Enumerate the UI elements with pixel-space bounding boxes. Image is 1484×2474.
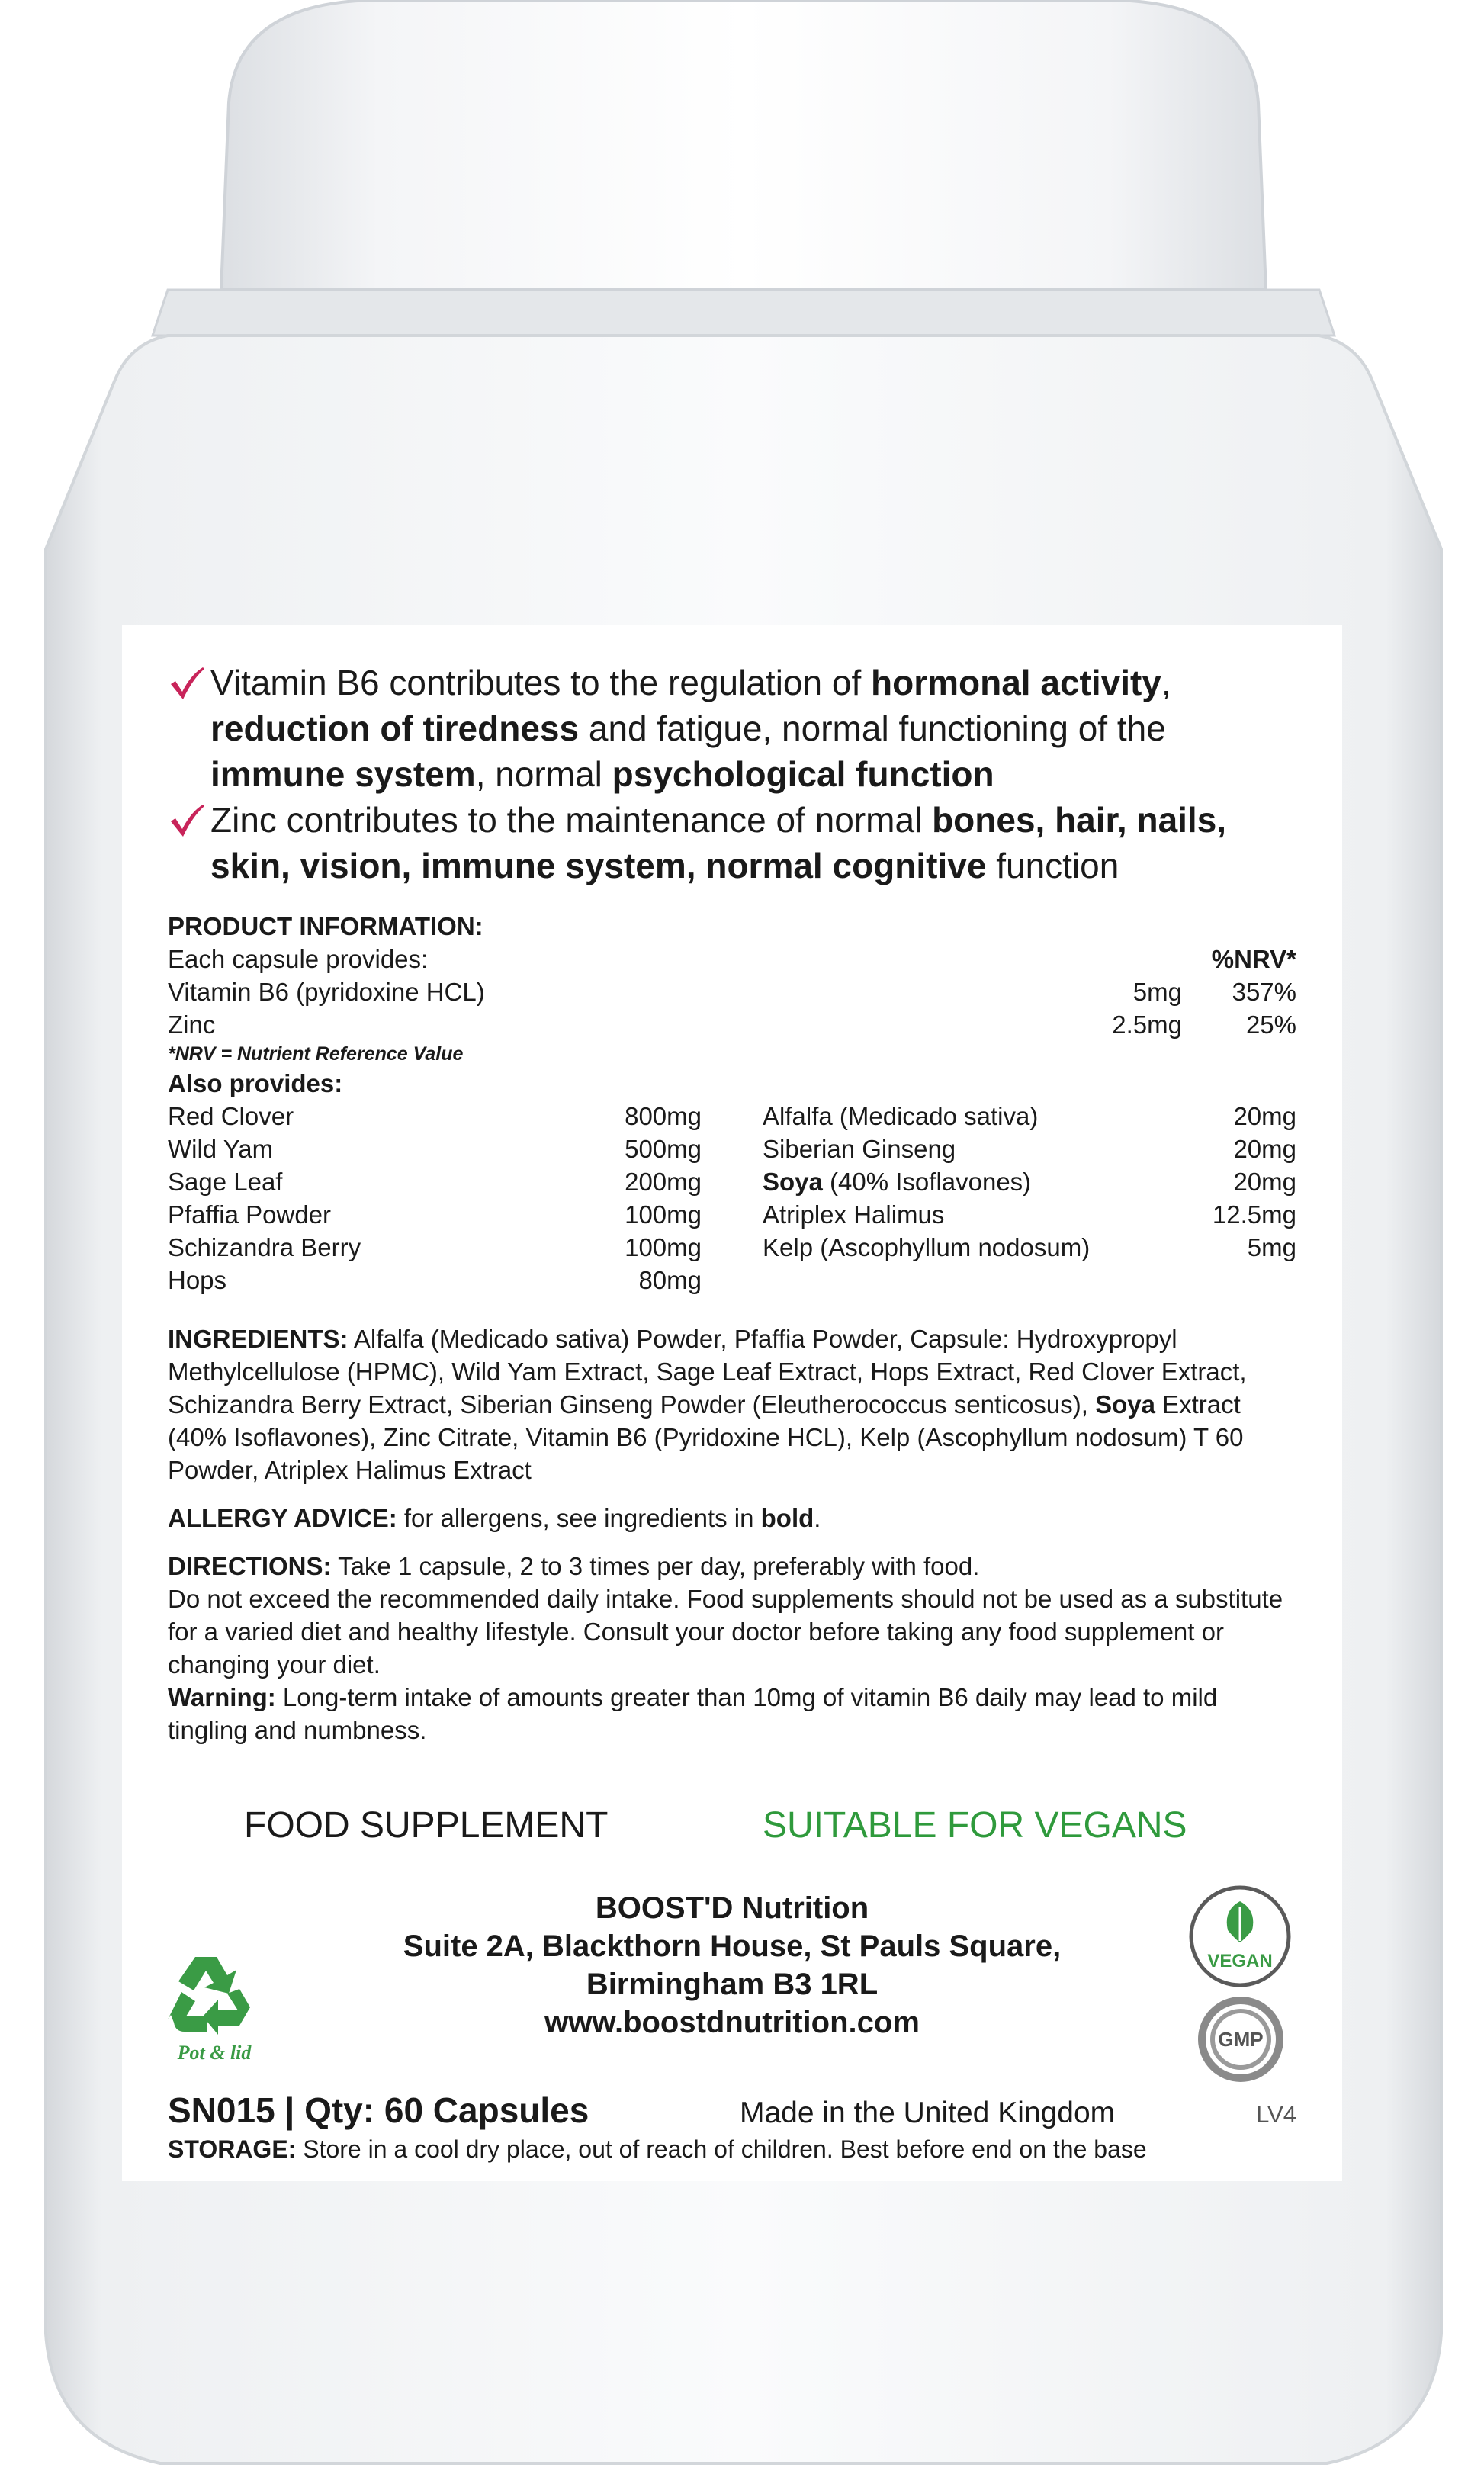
nrv-note: *NRV = Nutrient Reference Value (168, 1043, 464, 1065)
vegan-badge-text: VEGAN (1207, 1951, 1273, 1971)
gmp-badge (1196, 1994, 1286, 2084)
product-information (168, 910, 1296, 1296)
list-item: Schizandra Berry 100mg (168, 1233, 702, 1261)
check-icon (168, 664, 206, 701)
sku-quantity: SN015 | Qty: 60 Capsules (168, 2090, 589, 2130)
address-line-2: Birmingham B3 1RL (586, 1968, 879, 2001)
also-provides-left (168, 1100, 702, 1296)
gmp-badge-text: GMP (1218, 2028, 1264, 2051)
company-name: BOOST'D Nutrition (595, 1891, 869, 1925)
nrv-header: %NRV* (1211, 945, 1296, 973)
product-label (122, 625, 1342, 2181)
allergy-advice: ALLERGY ADVICE: for allergens, see ingredients in bold. (168, 1504, 821, 1532)
recycle-icon (165, 1949, 264, 2039)
list-item: Kelp (Ascophyllum nodosum) 5mg (763, 1233, 1296, 1261)
also-provides-heading: Also provides: (168, 1069, 343, 1097)
list-item: Pfaffia Powder 100mg (168, 1200, 702, 1229)
health-claims (168, 660, 1296, 888)
recycle-text: Pot & lid (177, 2042, 252, 2064)
storage-info: STORAGE: Store in a cool dry place, out of reach of children. Best before end on the base (168, 2135, 1147, 2163)
also-provides-list (168, 1100, 1296, 1296)
supplement-line (168, 1804, 1296, 1846)
claim-vitamin-b6: Vitamin B6 contributes to the regulation of hormonal activity, reduction of tiredness and fatigue, normal functioning of the immune system, normal psychological function (168, 660, 1296, 797)
list-item: Soya (40% Isoflavones) 20mg (763, 1168, 1296, 1196)
claim-zinc: Zinc contributes to the maintenance of normal bones, hair, nails, skin, vision, immune system, normal cognitive function (168, 797, 1296, 888)
vegan-badge (1188, 1884, 1292, 1988)
label-footer (168, 2090, 1296, 2131)
label-version: LV4 (1256, 2101, 1296, 2128)
directions: DIRECTIONS: Take 1 capsule, 2 to 3 times per day, preferably with food. Do not exceed the recommended daily intake. Food supplements should not be used as a substitute for a varied diet and healthy lifestyle. Consult your doctor before taking any food supplement or changing your diet. Warning: Long-term intake of amounts greater than 10mg of vitamin B6 daily may lead to mild tingling and numbness. (168, 1550, 1296, 1746)
table-row: Zinc 2.5mg 25% (168, 1010, 1296, 1039)
website-link[interactable]: www.boostdnutrition.com (544, 2006, 920, 2039)
directions-advice: Do not exceed the recommended daily intake. Food supplements should not be used as a substitute for a varied diet and healthy lifestyle. Consult your doctor before taking any food supplement or changing your diet. (168, 1585, 1283, 1679)
also-provides-right (763, 1100, 1296, 1296)
list-item: Wild Yam 500mg (168, 1135, 702, 1163)
nrv-header-row (168, 943, 1296, 975)
list-item: Hops 80mg (168, 1266, 702, 1294)
bottle-lid (153, 0, 1335, 336)
address-line-1: Suite 2A, Blackthorn House, St Pauls Square, (403, 1929, 1062, 1963)
ingredients: INGREDIENTS: Alfalfa (Medicado sativa) Powder, Pfaffia Powder, Capsule: Hydroxypropyl Methylcellulose (HPMC), Wild Yam Extract, Sage Leaf Extract, Hops Extract, Red Clover Extract, Schizandra Berry Extract, Siberian Ginseng Powder (Eleutherococcus senticosus), Soya Extract (40% Isoflavones), Zinc Citrate, Vitamin B6 (Pyridoxine HCL), Kelp (Ascophyllum nodosum) T 60 Powder, Atriplex Halimus Extract (168, 1325, 1247, 1484)
list-item: Red Clover 800mg (168, 1102, 702, 1130)
company-address (168, 1889, 1296, 2042)
product-info-heading: PRODUCT INFORMATION: (168, 912, 483, 940)
list-item: Siberian Ginseng 20mg (763, 1135, 1296, 1163)
list-item: Sage Leaf 200mg (168, 1168, 702, 1196)
recycle-symbol (165, 1949, 264, 2064)
list-item: Atriplex Halimus 12.5mg (763, 1200, 1296, 1229)
food-supplement-label: FOOD SUPPLEMENT (244, 1805, 609, 1846)
made-in: Made in the United Kingdom (740, 2096, 1116, 2129)
suitable-for-vegans-label: SUITABLE FOR VEGANS (763, 1805, 1187, 1846)
list-item: Alfalfa (Medicado sativa) 20mg (763, 1102, 1296, 1130)
each-capsule-label: Each capsule provides: (168, 945, 429, 973)
check-icon (168, 802, 206, 838)
table-row: Vitamin B6 (pyridoxine HCL) 5mg 357% (168, 978, 1296, 1006)
